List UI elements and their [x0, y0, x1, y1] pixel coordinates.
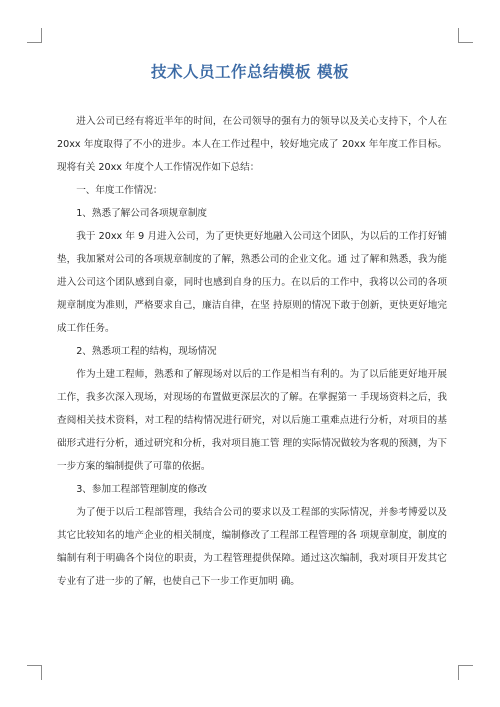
document-title: 技术人员工作总结模板 模板 — [151, 63, 349, 81]
crop-mark-top-right — [458, 28, 473, 43]
document-body — [57, 110, 447, 593]
section-heading-annual-work: 一、年度工作情况： — [76, 185, 163, 196]
paragraph-company-rules: 我于 20xx 年 9 月进入公司，为了更快更好地融入公司这个团队，为以后的工作打好铺垫，我加紧对公司的各项规章制度的了解，熟悉公司的企业文化。通 过了解和熟悉，我为能进入公司这个团队感到自豪，同时也感到自身的压力。在以后的工作中，我将以公司的各项规章制度为准则，严格要求自己，廉洁自律，在坚 持原则的情况下敢于创新，更快更好地完成工作任务。 — [57, 231, 447, 334]
paragraph-intro: 进入公司已经有将近半年的时间，在公司领导的强有力的领导以及关心支持下，个人在 20xx 年度取得了不小的进步。本人在工作过程中，较好地完成了 20xx 年年度工作目标。现将有关 20xx 年度个人工作情况作如下总结： — [57, 116, 447, 173]
subheading-project-structure: 2、熟悉项工程的结构，现场情况 — [76, 346, 217, 357]
paragraph-management-system: 为了便于以后工程部管理，我结合公司的要求以及工程部的实际情况，并参考博爱以及其它比较知名的地产企业的相关制度，编制修改了工程部工程管理的各 项规章制度，制度的编制有利于明确各个岗位的职责，为工程管理提供保障。通过这次编制，我对项目开发其它专业有了进一步的了解，也使自己下一步工作更加明 确。 — [57, 507, 447, 587]
subheading-management-system: 3、参加工程部管理制度的修改 — [76, 484, 208, 495]
paragraph-project-structure: 作为土建工程师，熟悉和了解现场对以后的工作是相当有利的。为了以后能更好地开展工作，我多次深入现场，对现场的布置做更深层次的了解。在掌握第一 手现场资料之后，我查阅相关技术资料，对工程的结构情况进行研究，对以后施工重难点进行分析，对项目的基础形式进行分析，通过研究和分析，我对项目施工管 理的实际情况做较为客观的预测，为下一步方案的编制提供了可靠的依据。 — [57, 369, 447, 472]
crop-mark-top-left — [27, 28, 42, 43]
crop-mark-bottom-left — [27, 665, 42, 680]
subheading-company-rules: 1、熟悉了解公司各项规章制度 — [76, 208, 208, 219]
crop-mark-bottom-right — [458, 665, 473, 680]
